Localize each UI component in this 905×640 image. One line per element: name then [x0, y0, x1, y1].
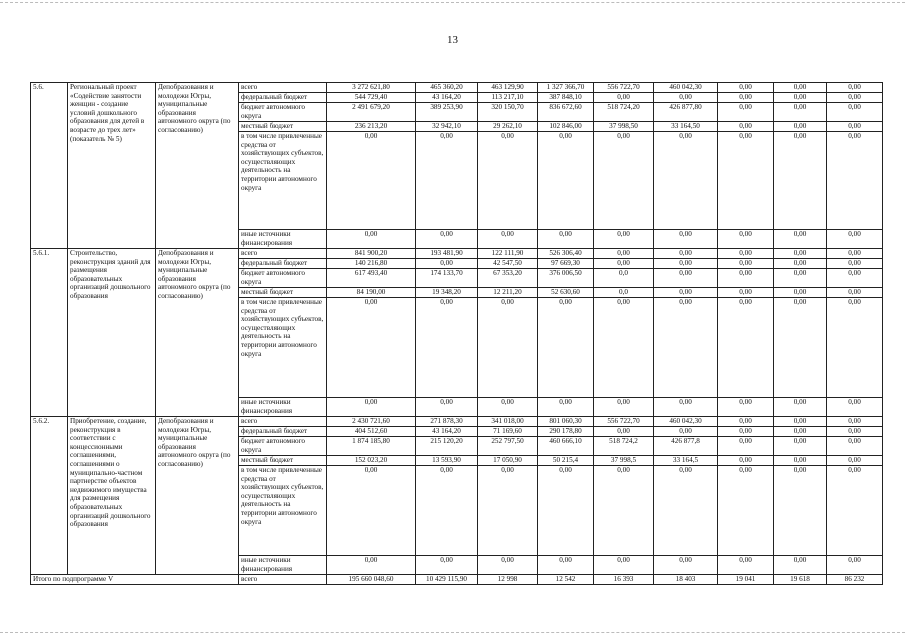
amount-cell: 0,00 [478, 556, 538, 575]
funding-source: в том числе привлеченные средства от хозяйствующих субъектов, осуществляющих деятельность на территории автономного округа [239, 298, 327, 398]
budget-table-body [31, 83, 883, 585]
amount-cell: 122 111,90 [478, 249, 538, 259]
amount-cell: 0,00 [538, 298, 594, 398]
amount-cell: 0,00 [718, 122, 774, 132]
amount-cell: 320 150,70 [478, 103, 538, 122]
funding-source: бюджет автономного округа [239, 269, 327, 288]
amount-cell: 19 348,20 [416, 288, 478, 298]
amount-cell: 0,00 [827, 288, 883, 298]
section-code: 5.6.2. [31, 417, 68, 575]
amount-cell: 460 042,30 [654, 83, 718, 93]
amount-cell: 0,00 [827, 249, 883, 259]
amount-cell: 841 900,20 [327, 249, 416, 259]
amount-cell: 801 060,30 [538, 417, 594, 427]
amount-cell: 2 430 721,60 [327, 417, 416, 427]
amount-cell: 0,00 [718, 398, 774, 417]
amount-cell: 426 877,8 [654, 437, 718, 456]
amount-cell: 0,00 [827, 437, 883, 456]
amount-cell: 836 672,60 [538, 103, 594, 122]
amount-cell: 33 164,5 [654, 456, 718, 466]
total-amount-cell: 10 429 115,90 [416, 575, 478, 585]
amount-cell: 389 253,90 [416, 103, 478, 122]
amount-cell: 0,00 [538, 132, 594, 230]
table-row [31, 249, 883, 259]
amount-cell: 0,00 [538, 398, 594, 417]
total-amount-cell: 18 403 [654, 575, 718, 585]
amount-cell: 0,00 [538, 230, 594, 249]
total-label: Итого по подпрограмме V [31, 575, 239, 585]
amount-cell: 0,00 [416, 298, 478, 398]
total-amount-cell: 195 660 048,60 [327, 575, 416, 585]
total-amount-cell: 19 041 [718, 575, 774, 585]
amount-cell: 404 512,60 [327, 427, 416, 437]
amount-cell: 0,00 [827, 466, 883, 556]
table-row [31, 83, 883, 93]
funding-source: всего [239, 83, 327, 93]
funding-source: местный бюджет [239, 122, 327, 132]
amount-cell: 0,00 [478, 230, 538, 249]
amount-cell: 0,00 [774, 249, 827, 259]
amount-cell: 0,00 [827, 83, 883, 93]
amount-cell: 617 493,40 [327, 269, 416, 288]
amount-cell: 0,00 [594, 132, 654, 230]
amount-cell: 518 724,20 [594, 103, 654, 122]
amount-cell: 0,00 [594, 93, 654, 103]
amount-cell: 0,00 [774, 132, 827, 230]
amount-cell: 387 848,10 [538, 93, 594, 103]
amount-cell: 193 481,90 [416, 249, 478, 259]
funding-source: в том числе привлеченные средства от хозяйствующих субъектов, осуществляющих деятельность на территории автономного округа [239, 466, 327, 556]
amount-cell: 0,00 [416, 132, 478, 230]
amount-cell: 0,00 [416, 556, 478, 575]
amount-cell: 426 877,80 [654, 103, 718, 122]
amount-cell: 0,00 [654, 298, 718, 398]
amount-cell: 0,00 [538, 466, 594, 556]
amount-cell: 0,00 [718, 93, 774, 103]
funding-source: федеральный бюджет [239, 93, 327, 103]
amount-cell: 0,00 [718, 259, 774, 269]
total-amount-cell: 16 393 [594, 575, 654, 585]
section-name: Строительство, реконструкция зданий для размещения образовательных организаций дошкольного образования [68, 249, 156, 417]
amount-cell: 0,00 [718, 249, 774, 259]
amount-cell: 0,00 [654, 466, 718, 556]
amount-cell: 0,00 [718, 298, 774, 398]
amount-cell: 460 666,10 [538, 437, 594, 456]
amount-cell: 0,00 [827, 298, 883, 398]
amount-cell: 518 724,2 [594, 437, 654, 456]
amount-cell: 0,00 [774, 93, 827, 103]
scan-edge-bottom [0, 632, 905, 634]
page-number: 13 [447, 34, 458, 46]
amount-cell: 0,00 [654, 269, 718, 288]
section-code: 5.6. [31, 83, 68, 249]
amount-cell: 0,00 [416, 466, 478, 556]
amount-cell: 290 178,80 [538, 427, 594, 437]
amount-cell: 102 846,00 [538, 122, 594, 132]
amount-cell: 526 306,40 [538, 249, 594, 259]
amount-cell: 43 164,20 [416, 93, 478, 103]
amount-cell: 0,00 [774, 556, 827, 575]
amount-cell: 215 120,20 [416, 437, 478, 456]
amount-cell: 0,00 [774, 417, 827, 427]
amount-cell: 0,00 [774, 269, 827, 288]
funding-source: местный бюджет [239, 288, 327, 298]
amount-cell: 84 190,00 [327, 288, 416, 298]
amount-cell: 0,00 [827, 122, 883, 132]
amount-cell: 0,00 [774, 122, 827, 132]
amount-cell: 0,00 [327, 230, 416, 249]
amount-cell: 50 215,4 [538, 456, 594, 466]
amount-cell: 0,00 [827, 456, 883, 466]
amount-cell: 0,00 [774, 259, 827, 269]
amount-cell: 0,00 [594, 466, 654, 556]
amount-cell: 43 164,20 [416, 427, 478, 437]
amount-cell: 460 042,30 [654, 417, 718, 427]
amount-cell: 0,00 [774, 398, 827, 417]
amount-cell: 42 547,50 [478, 259, 538, 269]
amount-cell: 0,00 [827, 93, 883, 103]
funding-source: федеральный бюджет [239, 259, 327, 269]
amount-cell: 0,00 [538, 556, 594, 575]
section-code: 5.6.1. [31, 249, 68, 417]
amount-cell: 52 630,60 [538, 288, 594, 298]
amount-cell: 32 942,10 [416, 122, 478, 132]
amount-cell: 17 050,90 [478, 456, 538, 466]
amount-cell: 0,00 [827, 427, 883, 437]
amount-cell: 556 722,70 [594, 83, 654, 93]
amount-cell: 0,00 [718, 417, 774, 427]
amount-cell: 0,00 [774, 427, 827, 437]
amount-cell: 0,00 [774, 230, 827, 249]
amount-cell: 113 217,10 [478, 93, 538, 103]
scan-edge-top [0, 2, 905, 4]
amount-cell: 0,00 [827, 556, 883, 575]
amount-cell: 0,00 [594, 556, 654, 575]
amount-cell: 1 874 185,80 [327, 437, 416, 456]
amount-cell: 0,00 [478, 298, 538, 398]
amount-cell: 71 169,60 [478, 427, 538, 437]
amount-cell: 0,00 [774, 466, 827, 556]
amount-cell: 0,00 [718, 427, 774, 437]
amount-cell: 0,00 [416, 230, 478, 249]
funding-source: местный бюджет [239, 456, 327, 466]
amount-cell: 0,00 [654, 259, 718, 269]
amount-cell: 0,00 [654, 556, 718, 575]
amount-cell: 13 593,90 [416, 456, 478, 466]
amount-cell: 174 133,70 [416, 269, 478, 288]
amount-cell: 0,00 [718, 103, 774, 122]
amount-cell: 0,00 [718, 230, 774, 249]
total-amount-cell: 12 998 [478, 575, 538, 585]
table-row [31, 417, 883, 427]
amount-cell: 0,00 [827, 103, 883, 122]
amount-cell: 0,00 [774, 456, 827, 466]
amount-cell: 37 998,5 [594, 456, 654, 466]
amount-cell: 0,00 [827, 132, 883, 230]
amount-cell: 0,0 [594, 269, 654, 288]
section-name: Региональный проект «Содействие занятости женщин - создание условий дошкольного образования для детей в возрасте до трех лет» (показатель № 5) [68, 83, 156, 249]
amount-cell: 0,0 [594, 288, 654, 298]
amount-cell: 544 729,40 [327, 93, 416, 103]
amount-cell: 556 722,70 [594, 417, 654, 427]
section-executor: Депобразования и молодежи Югры, муниципальные образования автономного округа (по согласованию) [156, 83, 239, 249]
amount-cell: 152 023,20 [327, 456, 416, 466]
amount-cell: 0,00 [718, 437, 774, 456]
amount-cell: 0,00 [718, 556, 774, 575]
amount-cell: 0,00 [416, 259, 478, 269]
amount-cell: 0,00 [594, 249, 654, 259]
amount-cell: 376 006,50 [538, 269, 594, 288]
amount-cell: 0,00 [327, 398, 416, 417]
amount-cell: 0,00 [827, 417, 883, 427]
amount-cell: 1 327 366,70 [538, 83, 594, 93]
total-amount-cell: 86 232 [827, 575, 883, 585]
total-row [31, 575, 883, 585]
amount-cell: 0,00 [594, 298, 654, 398]
amount-cell: 0,00 [478, 466, 538, 556]
funding-source: бюджет автономного округа [239, 437, 327, 456]
amount-cell: 0,00 [718, 456, 774, 466]
budget-table [30, 82, 883, 585]
amount-cell: 0,00 [827, 269, 883, 288]
amount-cell: 0,00 [327, 298, 416, 398]
amount-cell: 2 491 679,20 [327, 103, 416, 122]
amount-cell: 463 129,90 [478, 83, 538, 93]
amount-cell: 236 213,20 [327, 122, 416, 132]
amount-cell: 37 998,50 [594, 122, 654, 132]
amount-cell: 271 878,30 [416, 417, 478, 427]
funding-source: в том числе привлеченные средства от хозяйствующих субъектов, осуществляющих деятельность на территории автономного округа [239, 132, 327, 230]
amount-cell: 465 360,20 [416, 83, 478, 93]
amount-cell: 0,00 [594, 259, 654, 269]
amount-cell: 0,00 [774, 103, 827, 122]
funding-source: всего [239, 575, 327, 585]
amount-cell: 0,00 [774, 437, 827, 456]
funding-source: федеральный бюджет [239, 427, 327, 437]
amount-cell: 0,00 [654, 249, 718, 259]
amount-cell: 0,00 [327, 132, 416, 230]
amount-cell: 0,00 [478, 398, 538, 417]
amount-cell: 0,00 [654, 288, 718, 298]
section-name: Приобретение, создание, реконструкция в соответствии с концессионными соглашениями, соглашениями о муниципально-частном партнерстве объектов недвижимого имущества для размещения образовательных организаций дошкольного образования [68, 417, 156, 575]
amount-cell: 0,00 [327, 466, 416, 556]
amount-cell: 0,00 [774, 288, 827, 298]
amount-cell: 97 669,30 [538, 259, 594, 269]
amount-cell: 0,00 [594, 230, 654, 249]
amount-cell: 0,00 [654, 230, 718, 249]
amount-cell: 0,00 [718, 269, 774, 288]
amount-cell: 0,00 [654, 93, 718, 103]
amount-cell: 341 018,00 [478, 417, 538, 427]
amount-cell: 0,00 [594, 427, 654, 437]
total-amount-cell: 12 542 [538, 575, 594, 585]
amount-cell: 140 216,80 [327, 259, 416, 269]
amount-cell: 0,00 [774, 83, 827, 93]
amount-cell: 0,00 [718, 83, 774, 93]
funding-source: иные источники финансирования [239, 556, 327, 575]
amount-cell: 33 164,50 [654, 122, 718, 132]
amount-cell: 67 353,20 [478, 269, 538, 288]
amount-cell: 0,00 [827, 259, 883, 269]
amount-cell: 29 262,10 [478, 122, 538, 132]
amount-cell: 0,00 [827, 230, 883, 249]
amount-cell: 0,00 [594, 398, 654, 417]
funding-source: иные источники финансирования [239, 398, 327, 417]
funding-source: всего [239, 417, 327, 427]
amount-cell: 0,00 [718, 132, 774, 230]
amount-cell: 0,00 [718, 466, 774, 556]
funding-source: всего [239, 249, 327, 259]
funding-source: бюджет автономного округа [239, 103, 327, 122]
amount-cell: 0,00 [416, 398, 478, 417]
amount-cell: 0,00 [827, 398, 883, 417]
amount-cell: 3 272 621,80 [327, 83, 416, 93]
amount-cell: 0,00 [478, 132, 538, 230]
amount-cell: 252 797,50 [478, 437, 538, 456]
amount-cell: 0,00 [327, 556, 416, 575]
section-executor: Депобразования и молодежи Югры, муниципальные образования автономного округа (по согласованию) [156, 417, 239, 575]
section-executor: Депобразования и молодежи Югры, муниципальные образования автономного округа (по согласованию) [156, 249, 239, 417]
amount-cell: 12 211,20 [478, 288, 538, 298]
amount-cell: 0,00 [718, 288, 774, 298]
amount-cell: 0,00 [654, 427, 718, 437]
funding-source: иные источники финансирования [239, 230, 327, 249]
total-amount-cell: 19 618 [774, 575, 827, 585]
amount-cell: 0,00 [654, 398, 718, 417]
amount-cell: 0,00 [654, 132, 718, 230]
amount-cell: 0,00 [774, 298, 827, 398]
